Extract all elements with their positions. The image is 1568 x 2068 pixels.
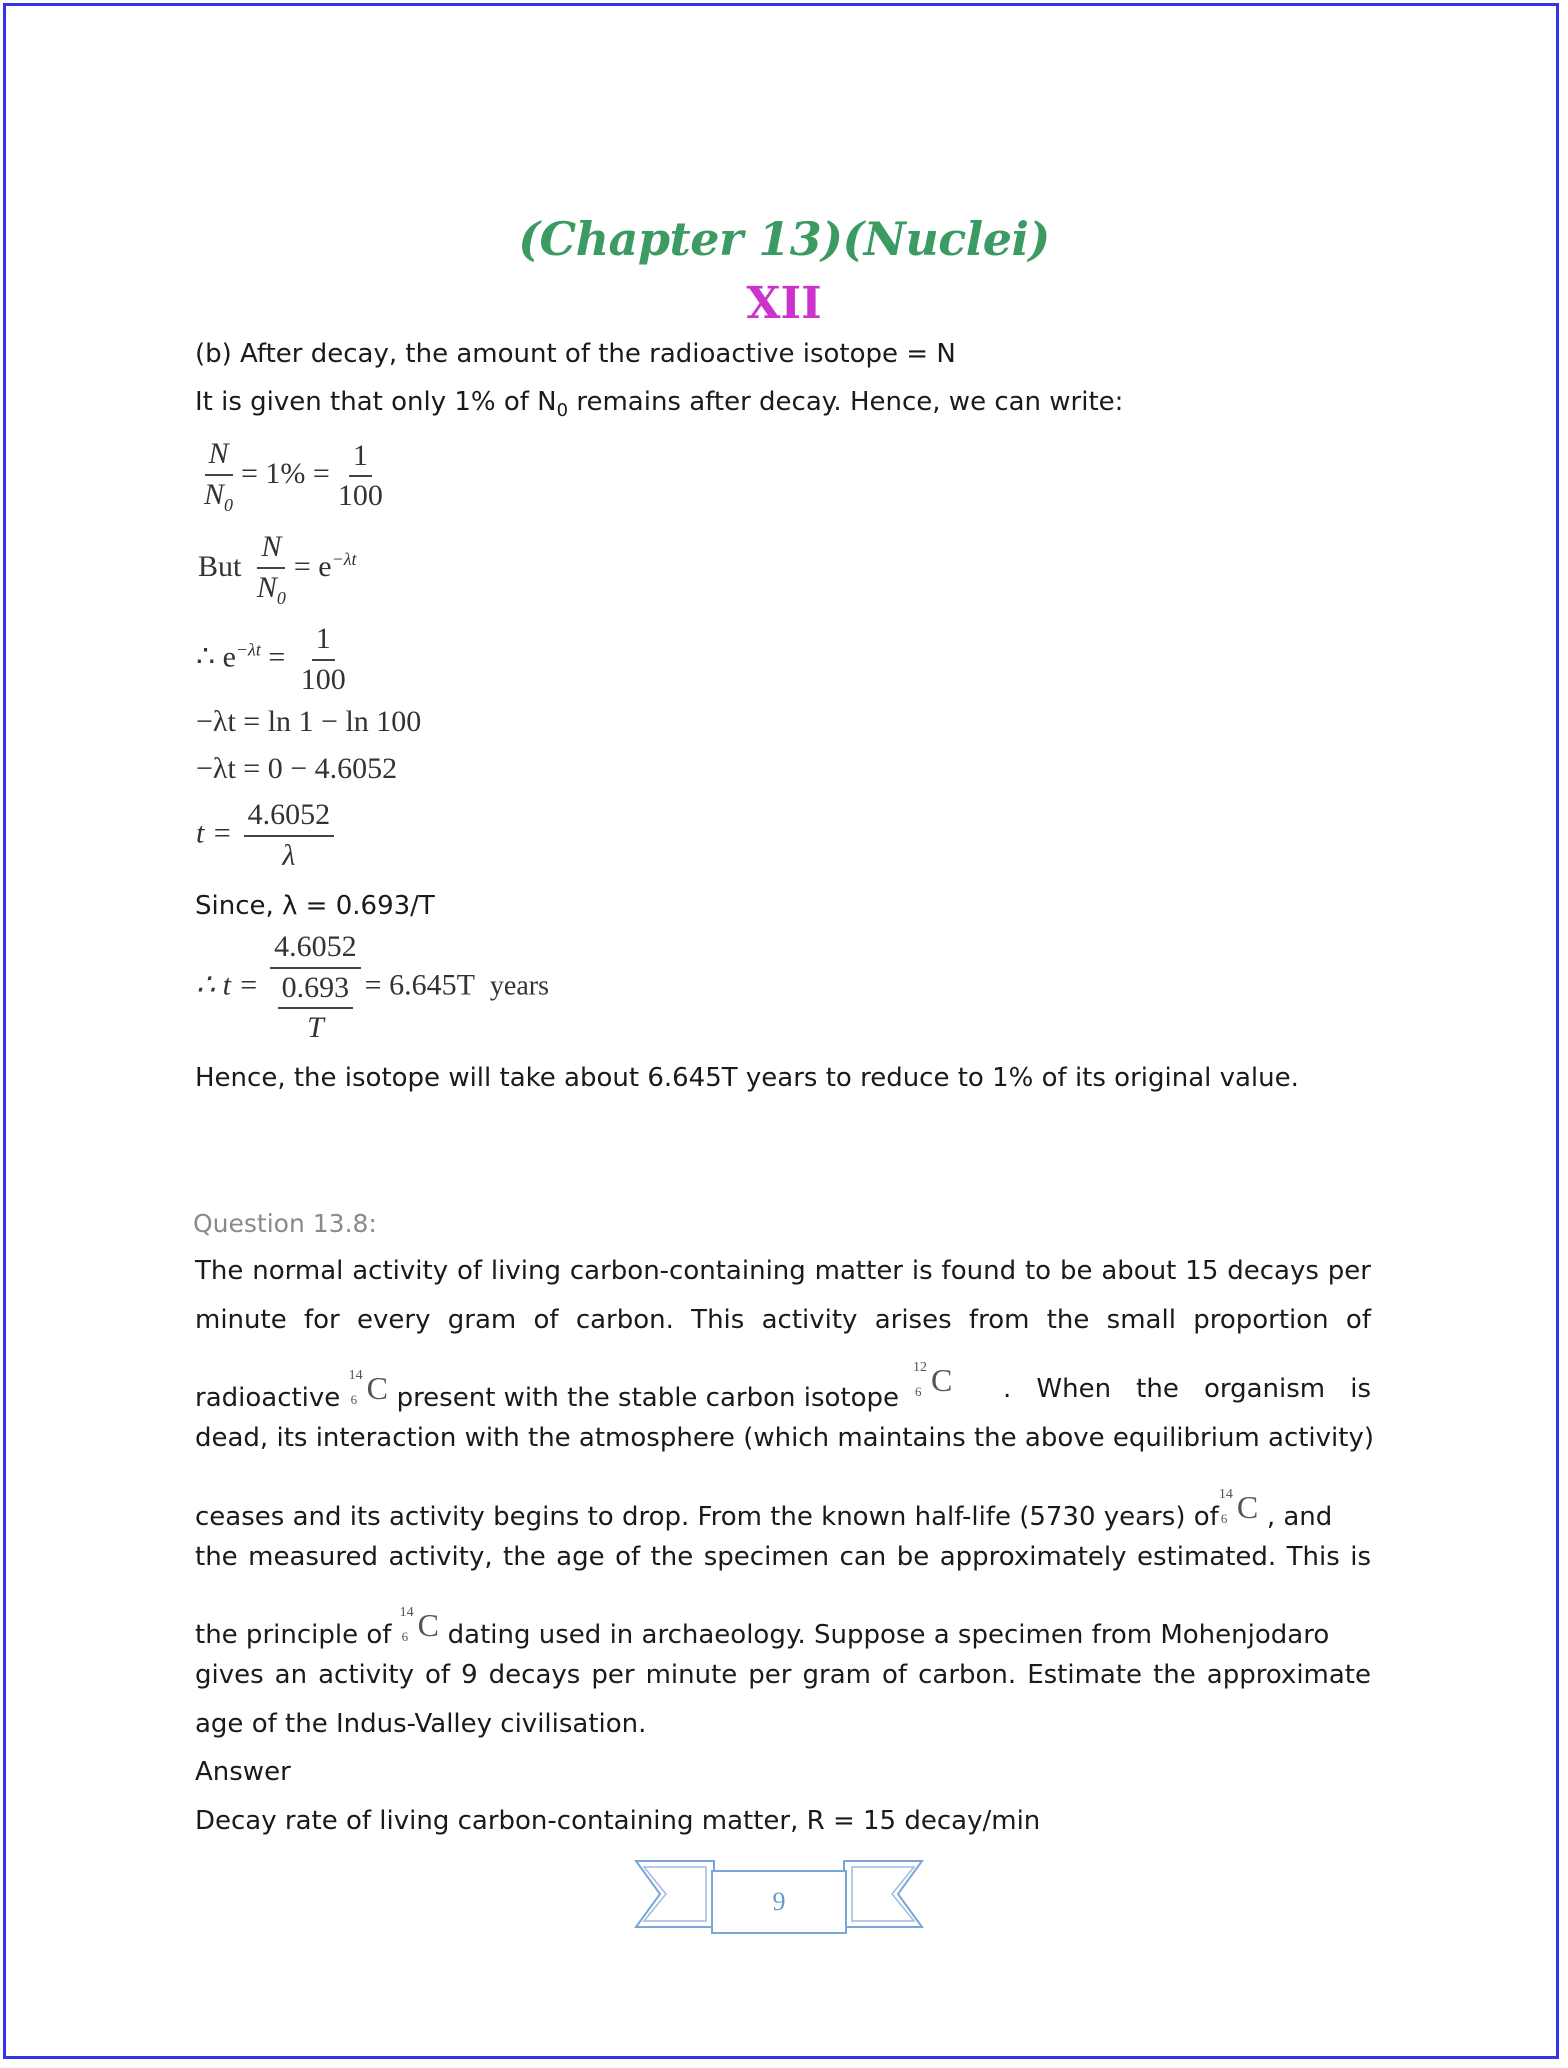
equation-2: But $\frac{N}{N_0}$ = $e^{-\lambda t}$	[198, 530, 357, 608]
carbon-14-symbol: 14 6 C	[348, 1368, 388, 1407]
conclusion-text: Hence, the isotope will take about 6.645T years to reduce to 1% of its original value.	[195, 1063, 1299, 1093]
question-line-6: the measured activity, the age of the specimen can be approximately estimated. This is	[195, 1542, 1371, 1572]
chapter-title: (Chapter 13)(Nuclei)	[518, 212, 1050, 266]
equation-5: −λt = 0 − 4.6052	[196, 752, 398, 785]
question-line-7: the principle of 14 6 C dating used in archaeology. Suppose a specimen from Mohenjodaro	[195, 1605, 1330, 1650]
equation-3: ∴ $e^{-\lambda t}$ = $\frac{1}{100}$	[196, 622, 346, 696]
carbon-12-symbol: 12 6 C	[913, 1360, 953, 1399]
question-line-2: minute for every gram of carbon. This activity arises from the small proportion of	[195, 1305, 1371, 1335]
equation-7: ∴ t = $\frac{4.6052}{\frac{0.693}{T}}$ = 6.645T years	[196, 930, 549, 1044]
grade-label: XII	[746, 278, 822, 329]
page-number: 9	[772, 1887, 786, 1916]
question-line-4: dead, its interaction with the atmosphere (which maintains the above equilibrium activity)	[195, 1423, 1374, 1453]
question-line-8: gives an activity of 9 decays per minute per gram of carbon. Estimate the approximate	[195, 1660, 1371, 1690]
question-line-1: The normal activity of living carbon-containing matter is found to be about 15 decays per	[195, 1256, 1371, 1286]
question-label: Question 13.8:	[193, 1209, 377, 1238]
part-b-line1: (b) After decay, the amount of the radioactive isotope = N	[195, 339, 956, 369]
question-line-3-end: . When the organism is	[1003, 1374, 1371, 1404]
carbon-14-symbol: 14 6 C	[1218, 1487, 1259, 1526]
question-line-3: radioactive 14 6 C present with the stable carbon isotope	[195, 1368, 900, 1413]
question-line-9: age of the Indus-Valley civilisation.	[195, 1709, 647, 1739]
part-b-line2: It is given that only 1% of $N_0$ remains after decay. Hence, we can write:	[195, 387, 1124, 422]
equation-6: t = $\frac{4.6052}{\lambda}$	[196, 798, 338, 873]
carbon-12-wrap	[913, 1360, 961, 1405]
since-line: Since, λ = 0.693/T	[195, 891, 435, 921]
carbon-14-symbol: 14 6 C	[399, 1605, 440, 1644]
question-line-5: ceases and its activity begins to drop. From the known half-life (5730 years) of 14 6 C , and	[195, 1487, 1333, 1532]
answer-label: Answer	[195, 1757, 291, 1787]
answer-line-1: Decay rate of living carbon-containing matter, R = 15 decay/min	[195, 1806, 1041, 1836]
equation-1: $\frac{N}{N_0}$ = 1% = $\frac{1}{100}$	[204, 437, 383, 515]
page-number-ribbon	[634, 1857, 924, 1937]
equation-4: −λt = ln 1 − ln 100	[196, 705, 422, 738]
